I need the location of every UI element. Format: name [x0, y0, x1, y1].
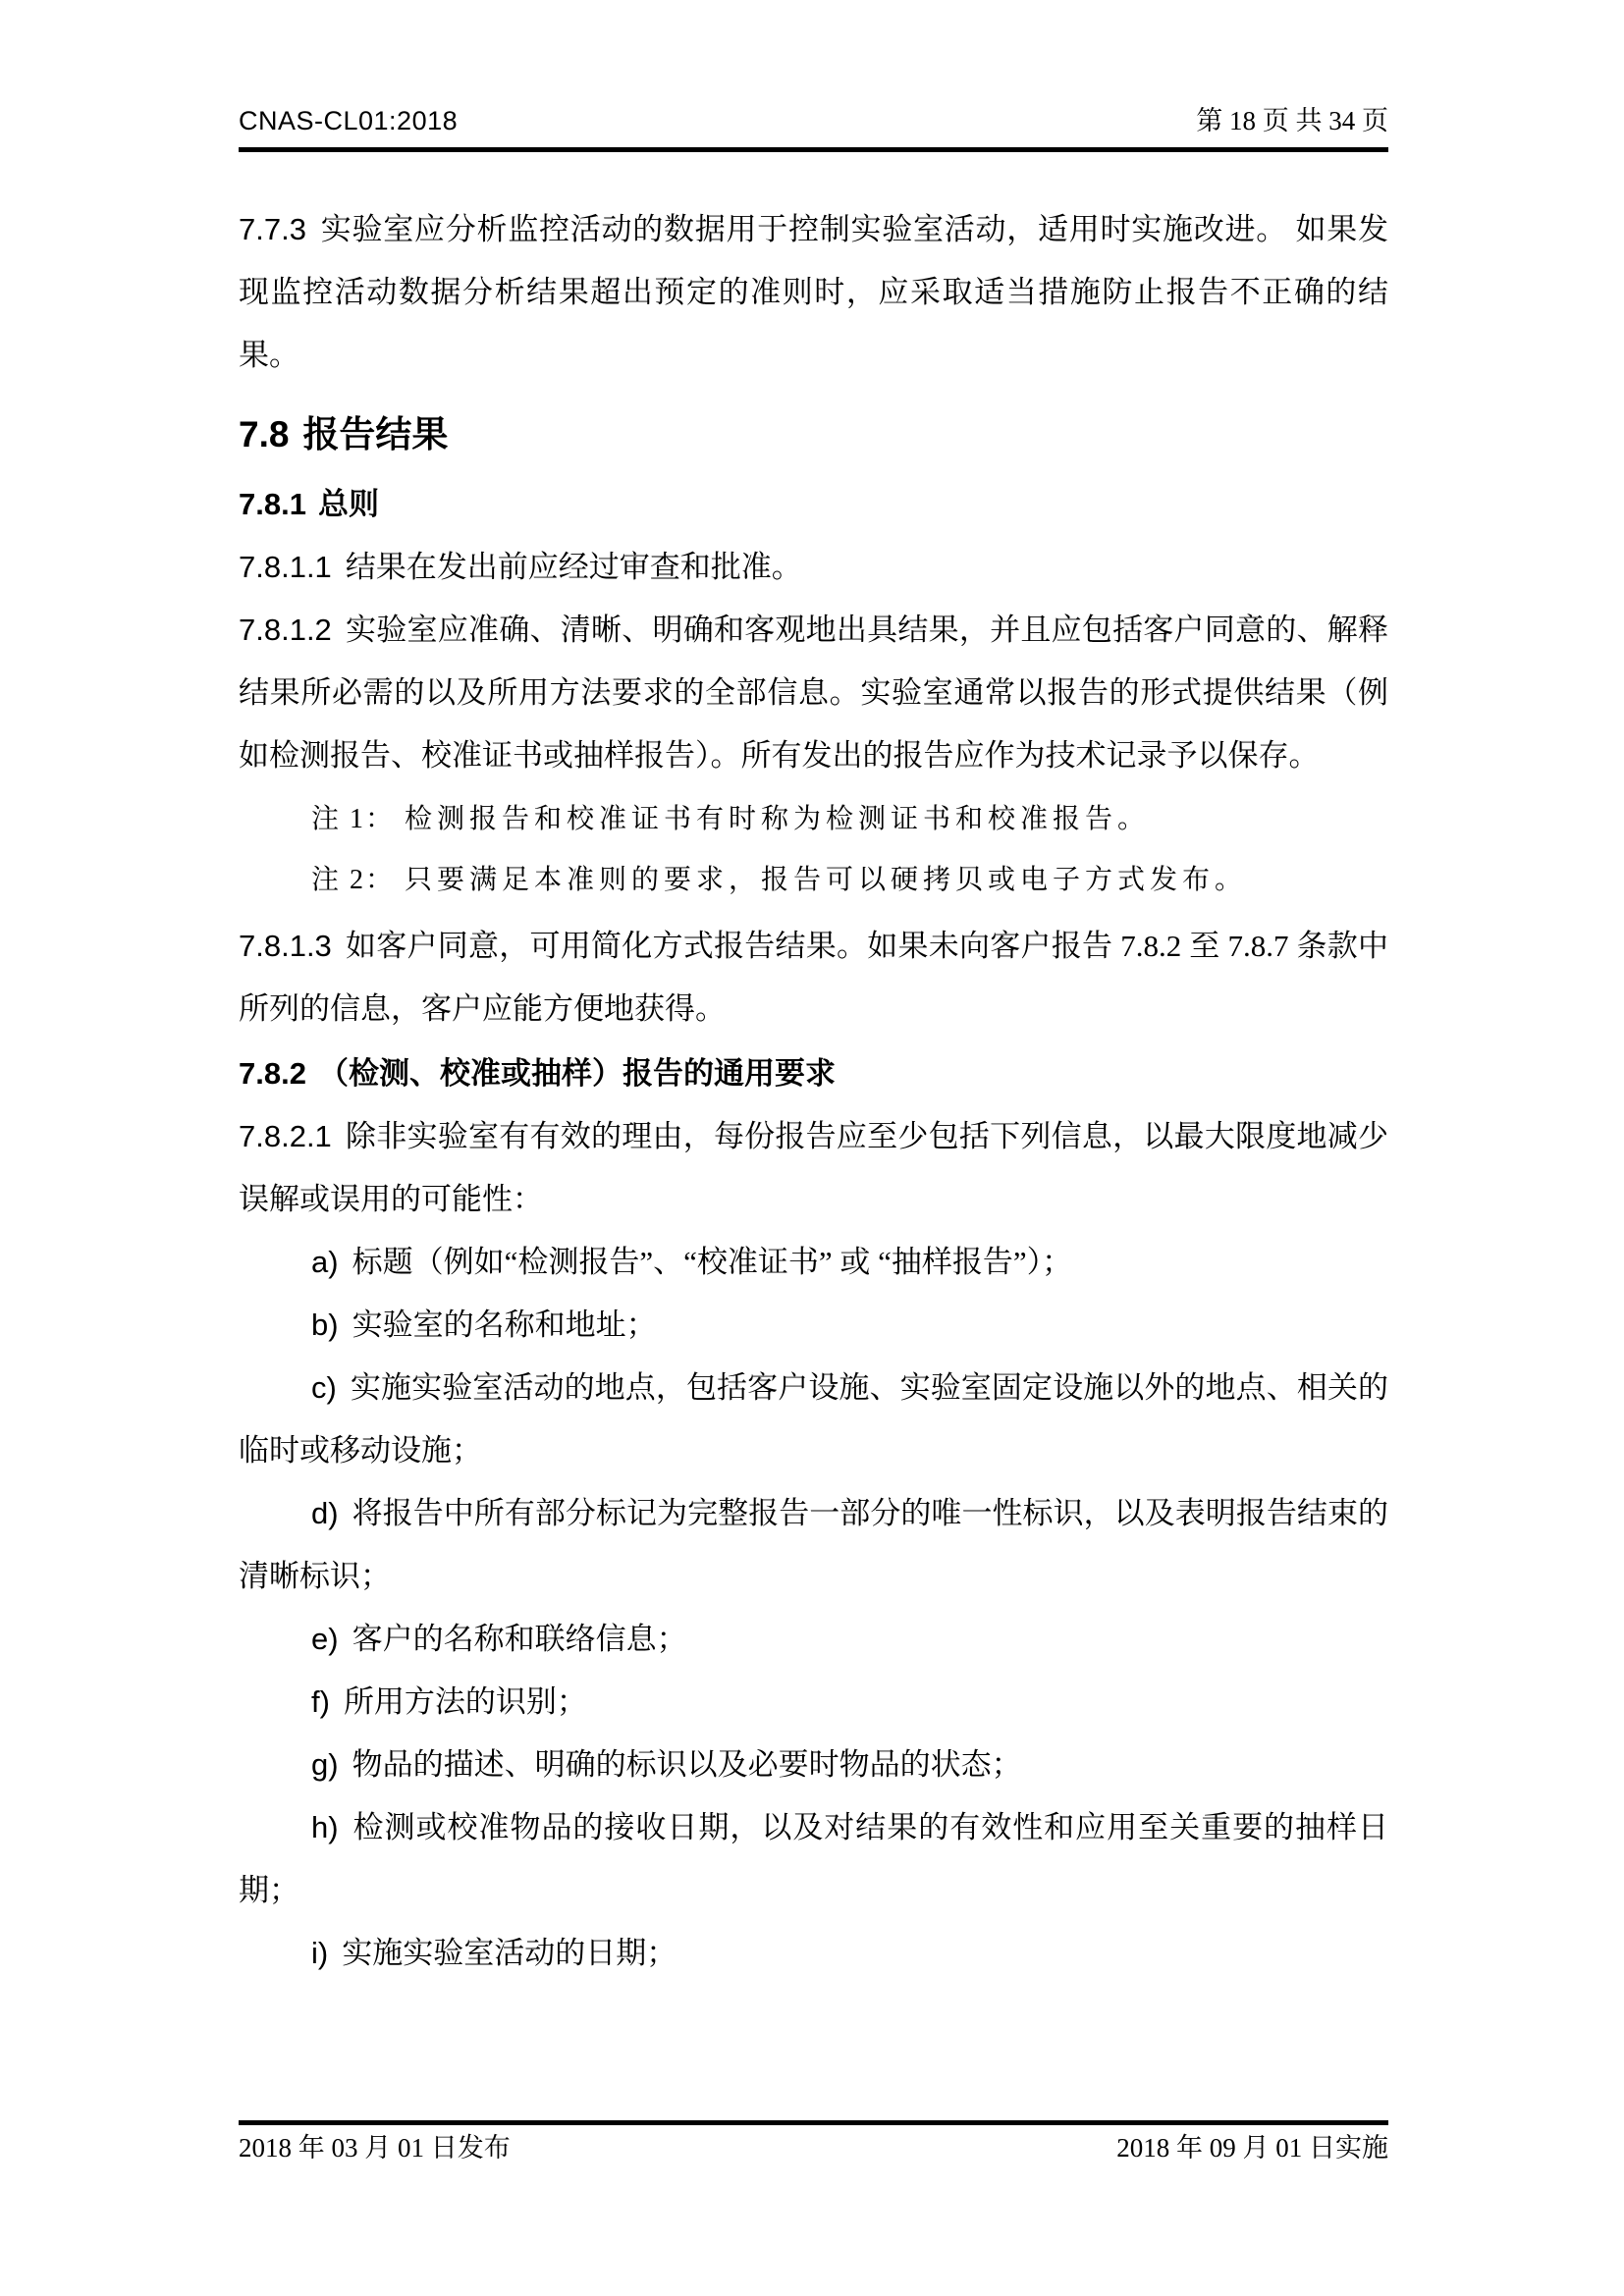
- list-item-text: 检测或校准物品的接收日期，以及对结果的有效性和应用至关重要的抽样日期；: [239, 1810, 1388, 1907]
- page-number-info: 第 18 页 共 34 页: [1196, 106, 1388, 135]
- clause-text: 除非实验室有有效的理由，每份报告应至少包括下列信息，以最大限度地减少误解或误用的可能性：: [239, 1119, 1388, 1216]
- list-item-text: 将报告中所有部分标记为完整报告一部分的唯一性标识，以及表明报告结束的清晰标识；: [239, 1496, 1388, 1593]
- clause-7-8-1-3: [239, 915, 1388, 1041]
- document-body: [239, 198, 1388, 1985]
- note-1: [239, 791, 1388, 848]
- clause-number: 7.7.3: [239, 212, 306, 246]
- issue-date: 2018 年 03 月 01 日发布: [239, 2133, 511, 2163]
- subsection-heading-7-8-1: [239, 473, 1388, 536]
- list-item-text: 标题（例如“检测报告”、“校准证书” 或 “抽样报告”）；: [352, 1245, 1073, 1279]
- list-item-i: [239, 1922, 1388, 1985]
- list-item-text: 实施实验室活动的日期；: [342, 1936, 677, 1970]
- clause-7-8-2-1: [239, 1105, 1388, 1231]
- subsection-title: 总则: [317, 487, 379, 521]
- page-header: [239, 104, 1388, 137]
- list-item-letter: f): [311, 1684, 330, 1719]
- list-item-b: [239, 1294, 1388, 1357]
- clause-text: 结果在发出前应经过审查和批准。: [345, 550, 802, 584]
- list-item-e: [239, 1608, 1388, 1671]
- clause-7-7-3: [239, 198, 1388, 387]
- list-item-letter: g): [311, 1747, 339, 1782]
- list-item-a: [239, 1231, 1388, 1294]
- list-item-text: 所用方法的识别；: [343, 1684, 587, 1719]
- note-label: 注 2：: [311, 865, 396, 895]
- list-item-d: [239, 1482, 1388, 1608]
- clause-text: 实验室应分析监控活动的数据用于控制实验室活动，适用时实施改进。 如果发现监控活动数据分析结果超出预定的准则时，应采取适当措施防止报告不正确的结果。: [239, 212, 1388, 372]
- implement-date: 2018 年 09 月 01 日实施: [1116, 2133, 1388, 2163]
- section-title: 报告结果: [302, 414, 449, 454]
- subsection-number: 7.8.1: [239, 487, 306, 521]
- list-item-letter: b): [311, 1308, 339, 1342]
- list-item-letter: i): [311, 1936, 329, 1970]
- list-item-text: 实验室的名称和地址；: [352, 1308, 657, 1342]
- list-item-text: 物品的描述、明确的标识以及必要时物品的状态；: [352, 1747, 1022, 1782]
- list-item-text: 实施实验室活动的地点，包括客户设施、实验室固定设施以外的地点、相关的临时或移动设施；: [239, 1370, 1388, 1468]
- clause-number: 7.8.1.3: [239, 929, 332, 963]
- list-item-letter: d): [311, 1496, 339, 1530]
- list-item-letter: h): [311, 1810, 339, 1844]
- list-item-text: 客户的名称和联络信息；: [352, 1622, 687, 1656]
- page-footer: [239, 2131, 1388, 2164]
- subsection-number: 7.8.2: [239, 1056, 306, 1091]
- clause-text: 如客户同意，可用简化方式报告结果。如果未向客户报告 7.8.2 至 7.8.7 条款中所列的信息，客户应能方便地获得。: [239, 929, 1388, 1026]
- clause-number: 7.8.1.2: [239, 613, 332, 647]
- list-item-h: [239, 1796, 1388, 1922]
- subsection-heading-7-8-2: [239, 1042, 1388, 1105]
- subsection-title: （检测、校准或抽样）报告的通用要求: [317, 1056, 836, 1091]
- note-text: 只要满足本准则的要求，报告可以硬拷贝或电子方式发布。: [405, 865, 1248, 895]
- note-2: [239, 852, 1388, 909]
- clause-text: 实验室应准确、清晰、明确和客观地出具结果，并且应包括客户同意的、解释结果所必需的以及所用方法要求的全部信息。实验室通常以报告的形式提供结果（例如检测报告、校准证书或抽样报告）。所有发出的报告应作为技术记录予以保存。: [239, 613, 1388, 773]
- clause-7-8-1-1: [239, 536, 1388, 599]
- document-code: CNAS-CL01:2018: [239, 106, 459, 135]
- note-text: 检测报告和校准证书有时称为检测证书和校准报告。: [405, 804, 1151, 834]
- list-item-letter: c): [311, 1370, 337, 1405]
- header-rule: [239, 147, 1388, 152]
- section-number: 7.8: [239, 414, 290, 454]
- clause-number: 7.8.1.1: [239, 550, 332, 584]
- list-item-letter: e): [311, 1622, 339, 1656]
- section-heading-7-8: [239, 399, 1388, 471]
- clause-7-8-1-2: [239, 599, 1388, 787]
- clause-number: 7.8.2.1: [239, 1119, 332, 1153]
- list-item-letter: a): [311, 1245, 339, 1279]
- list-item-c: [239, 1357, 1388, 1482]
- note-label: 注 1：: [311, 804, 396, 834]
- footer-rule: [239, 2120, 1388, 2125]
- list-item-f: [239, 1671, 1388, 1734]
- list-item-g: [239, 1734, 1388, 1796]
